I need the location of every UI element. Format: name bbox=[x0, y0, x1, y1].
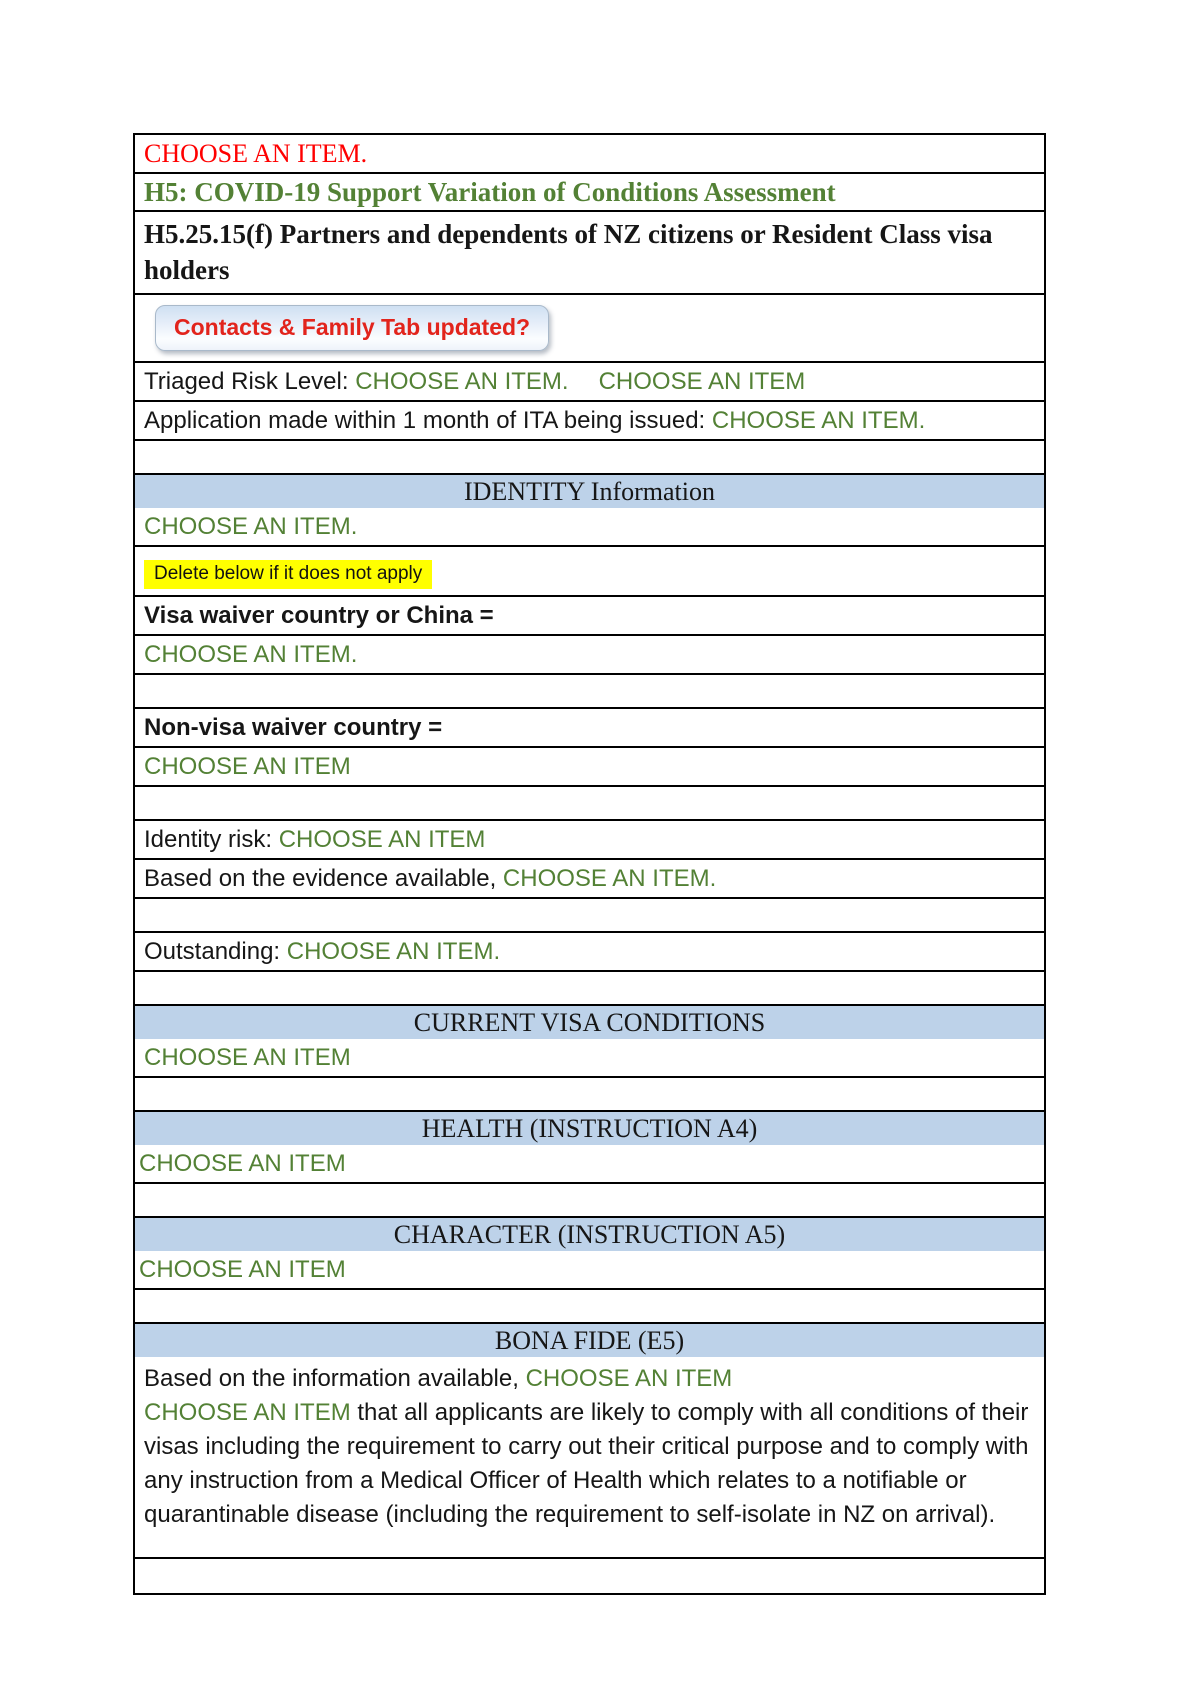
row-current-visa-choice bbox=[135, 1039, 1044, 1078]
row-character-choice bbox=[135, 1251, 1044, 1290]
current-visa-section-header-label: CURRENT VISA CONDITIONS bbox=[413, 1008, 766, 1037]
assessment-form-table bbox=[133, 133, 1046, 1595]
bona-fide-line-1 bbox=[144, 1362, 1035, 1396]
row-non-visa-waiver-choice bbox=[135, 748, 1044, 787]
row-document-title bbox=[135, 212, 1044, 295]
health-section-header-label: HEALTH (INSTRUCTION A4) bbox=[421, 1114, 758, 1143]
row-identity-choice bbox=[135, 508, 1044, 547]
bona-fide-dropdown-1[interactable]: CHOOSE AN ITEM bbox=[525, 1365, 733, 1392]
evidence-dropdown[interactable]: CHOOSE AN ITEM. bbox=[502, 865, 717, 892]
section-h5-heading: H5: COVID-19 Support Variation of Conditions Assessment bbox=[144, 177, 836, 207]
empty-row bbox=[135, 787, 1044, 821]
identity-dropdown[interactable]: CHOOSE AN ITEM. bbox=[144, 513, 358, 540]
empty-row bbox=[135, 441, 1044, 475]
empty-row bbox=[135, 1184, 1044, 1218]
current-visa-section-header bbox=[135, 1006, 1044, 1039]
bona-fide-dropdown-2[interactable]: CHOOSE AN ITEM bbox=[144, 1399, 351, 1426]
visa-waiver-dropdown[interactable]: CHOOSE AN ITEM. bbox=[144, 641, 358, 668]
triaged-risk-dropdown-2[interactable]: CHOOSE AN ITEM bbox=[598, 368, 806, 395]
empty-row bbox=[135, 1559, 1044, 1593]
evidence-label: Based on the evidence available, bbox=[144, 865, 503, 892]
non-visa-waiver-label: Non-visa waiver country = bbox=[144, 714, 443, 741]
delete-note-highlight: Delete below if it does not apply bbox=[144, 560, 432, 589]
empty-row bbox=[135, 675, 1044, 709]
row-outstanding bbox=[135, 933, 1044, 972]
row-delete-note bbox=[135, 547, 1044, 597]
health-dropdown[interactable]: CHOOSE AN ITEM bbox=[139, 1150, 346, 1177]
document-title: H5.25.15(f) Partners and dependents of NZ citizens or Resident Class visa holders bbox=[144, 219, 993, 285]
top-status-dropdown[interactable]: CHOOSE AN ITEM. bbox=[144, 139, 368, 168]
row-bona-fide-text bbox=[135, 1357, 1044, 1559]
row-contacts-button bbox=[135, 295, 1044, 363]
empty-row bbox=[135, 1078, 1044, 1112]
row-health-choice bbox=[135, 1145, 1044, 1184]
non-visa-waiver-dropdown[interactable]: CHOOSE AN ITEM bbox=[144, 753, 351, 780]
bona-fide-body-text: that all applicants are likely to comply with all conditions of their visas including the requirement to carry out their critical purpose and to comply with any instruction from a Medical Officer of Health which relates to a notifiable or quarantinable disease (including the requirement to self-isolate in NZ on arrival). bbox=[144, 1399, 1029, 1528]
health-section-header bbox=[135, 1112, 1044, 1145]
identity-risk-label: Identity risk: bbox=[144, 826, 279, 853]
visa-waiver-label: Visa waiver country or China = bbox=[144, 602, 494, 629]
bona-fide-section-header-label: BONA FIDE (E5) bbox=[494, 1326, 685, 1355]
outstanding-label: Outstanding: bbox=[144, 938, 287, 965]
bona-fide-line-2 bbox=[144, 1396, 1035, 1532]
current-visa-dropdown[interactable]: CHOOSE AN ITEM bbox=[144, 1044, 351, 1071]
outstanding-dropdown[interactable]: CHOOSE AN ITEM. bbox=[286, 938, 501, 965]
row-non-visa-waiver-label bbox=[135, 709, 1044, 748]
triaged-risk-dropdown-1[interactable]: CHOOSE AN ITEM. bbox=[355, 368, 569, 395]
bona-fide-section-header bbox=[135, 1324, 1044, 1357]
triaged-risk-label: Triaged Risk Level: bbox=[144, 368, 356, 395]
row-application-ita bbox=[135, 402, 1044, 441]
empty-row bbox=[135, 899, 1044, 933]
application-ita-label: Application made within 1 month of ITA being issued: bbox=[144, 407, 712, 434]
row-triaged-risk bbox=[135, 363, 1044, 402]
character-dropdown[interactable]: CHOOSE AN ITEM bbox=[139, 1256, 346, 1283]
row-evidence bbox=[135, 860, 1044, 899]
character-section-header-label: CHARACTER (INSTRUCTION A5) bbox=[393, 1220, 786, 1249]
bona-fide-line1-label: Based on the information available, bbox=[144, 1365, 526, 1392]
row-visa-waiver-label bbox=[135, 597, 1044, 636]
application-ita-dropdown[interactable]: CHOOSE AN ITEM. bbox=[711, 407, 926, 434]
character-section-header bbox=[135, 1218, 1044, 1251]
empty-row bbox=[135, 972, 1044, 1006]
empty-row bbox=[135, 1290, 1044, 1324]
row-section-h5-heading bbox=[135, 174, 1044, 212]
identity-section-header-label: IDENTITY Information bbox=[463, 477, 715, 506]
contacts-family-tab-button[interactable]: Contacts & Family Tab updated? bbox=[155, 305, 549, 351]
row-visa-waiver-choice bbox=[135, 636, 1044, 675]
identity-section-header bbox=[135, 475, 1044, 508]
row-identity-risk bbox=[135, 821, 1044, 860]
row-top-status bbox=[135, 135, 1044, 174]
identity-risk-dropdown[interactable]: CHOOSE AN ITEM bbox=[278, 826, 486, 853]
